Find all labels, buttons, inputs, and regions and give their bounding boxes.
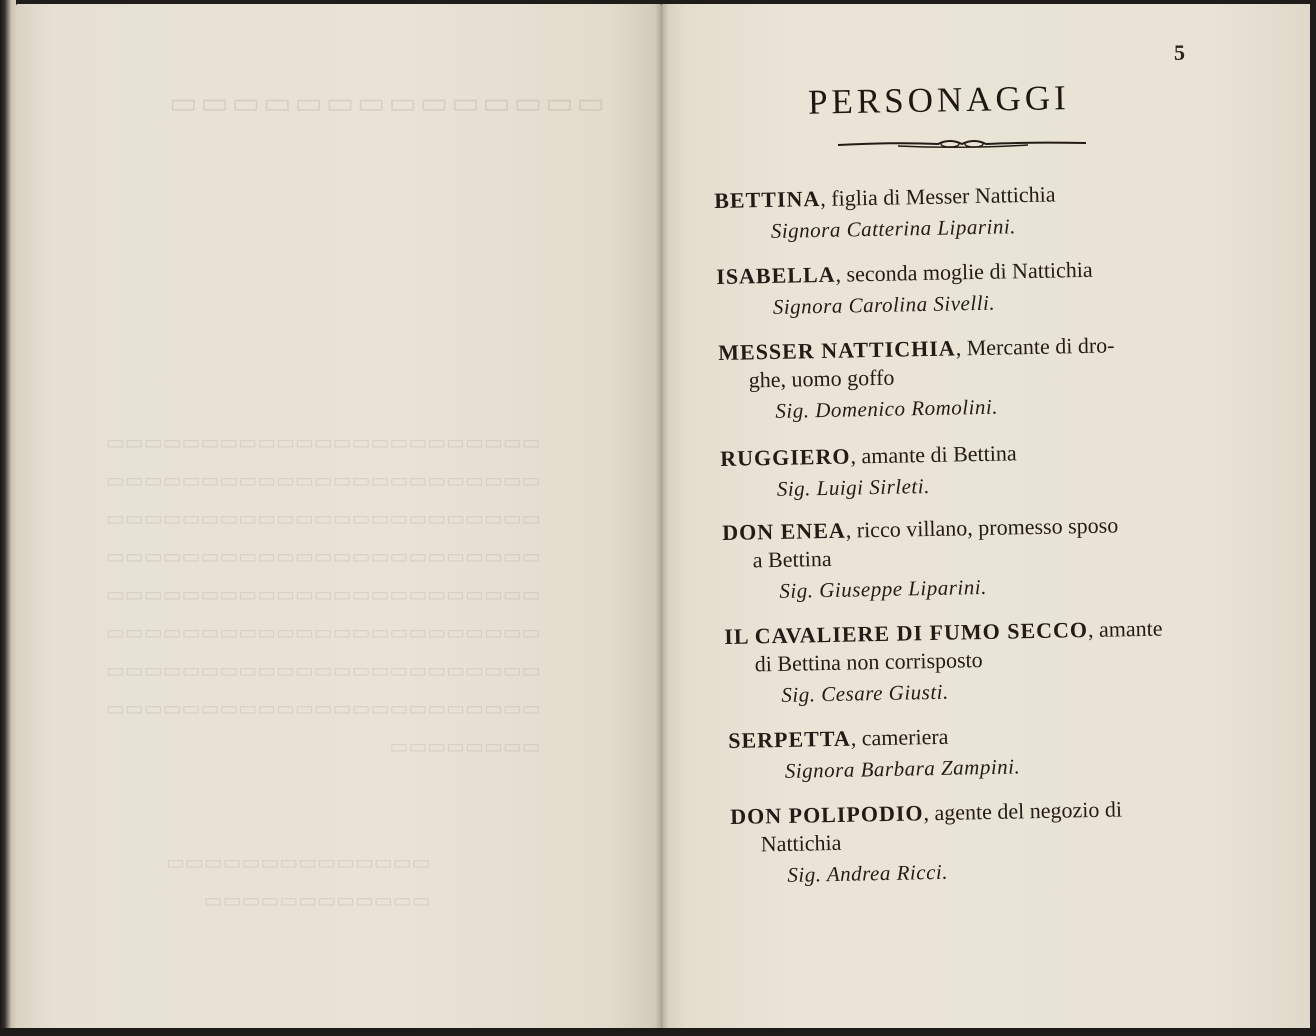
character-entry (714, 181, 1056, 245)
character-name: MESSER NATTICHIA (718, 335, 956, 365)
character-description: , seconda moglie di Nattichia (835, 256, 1093, 287)
character-name: DON ENEA (722, 517, 846, 545)
page-number: 5 (1174, 40, 1185, 65)
ornamental-rule (838, 136, 1086, 154)
character-entry (720, 440, 1017, 503)
performer-name: Sig. Andrea Ricci. (787, 859, 949, 887)
book-gutter (655, 4, 669, 1030)
performer-name: Sig. Domenico Romolini. (775, 394, 999, 423)
character-entry (730, 796, 1123, 889)
page-title: PERSONAGGI (807, 78, 1071, 122)
character-entry (724, 616, 1164, 709)
character-description: , Mercante di dro- (955, 332, 1115, 361)
character-name: SERPETTA (728, 725, 851, 753)
character-description: , amante (1087, 615, 1163, 643)
show-through-text: ▭▭▭▭▭▭▭▭▭▭▭▭▭▭▭▭▭▭▭▭▭▭▭ ▭▭▭▭▭▭▭▭▭▭▭▭▭▭▭▭▭▭▭▭▭▭▭ ▭▭▭▭▭▭▭▭▭▭▭▭▭▭▭▭▭▭▭▭▭▭▭ ▭▭▭▭▭▭▭▭▭▭▭▭▭▭▭▭▭▭▭▭▭▭▭ ▭▭▭▭▭▭▭▭▭▭▭▭▭▭▭▭▭▭▭▭▭▭▭ ▭▭▭▭▭▭▭▭▭▭▭▭▭▭▭▭▭▭▭▭▭▭▭ ▭▭▭▭▭▭▭▭▭▭▭▭▭▭▭▭▭▭▭▭▭▭▭ ▭▭▭▭▭▭▭▭▭▭▭▭▭▭▭▭▭▭▭▭▭▭▭ ▭▭▭▭▭▭▭▭ (106, 432, 541, 758)
bottom-edge (0, 1028, 1316, 1036)
character-description: , cameriera (850, 723, 949, 751)
character-description: , agente del negozio di (923, 796, 1123, 826)
character-description-continued: Nattichia (760, 829, 842, 857)
character-entry (718, 332, 1116, 425)
character-entry (722, 512, 1120, 605)
character-description: , ricco villano, promesso sposo (845, 512, 1119, 543)
character-description-continued: di Bettina non corrisposto (754, 647, 983, 677)
performer-name: Sig. Giuseppe Liparini. (779, 574, 988, 603)
character-description-continued: ghe, uomo goffo (748, 364, 895, 393)
character-description: , amante di Bettina (850, 440, 1017, 469)
left-page (16, 4, 662, 1030)
character-description-continued: a Bettina (752, 545, 832, 573)
performer-name: Signora Carolina Sivelli. (772, 290, 996, 319)
performer-name: Sig. Cesare Giusti. (781, 679, 949, 707)
show-through-footer: ▭▭▭▭▭▭▭▭▭▭▭▭▭▭ ▭▭▭▭▭▭▭▭▭▭▭▭ (166, 852, 431, 912)
character-description: , figlia di Messer Nattichia (820, 181, 1056, 211)
character-name: IL CAVALIERE DI FUMO SECCO (724, 617, 1089, 649)
character-name: BETTINA (714, 185, 821, 213)
character-entry (728, 722, 1020, 785)
performer-name: Sig. Luigi Sirleti. (776, 473, 931, 501)
character-name: ISABELLA (716, 261, 836, 289)
character-name: DON POLIPODIO (730, 800, 924, 829)
show-through-heading: ​▭▭▭▭▭▭▭▭▭▭▭▭▭▭ (166, 87, 605, 120)
book-edge (0, 0, 16, 1036)
character-entry (716, 257, 1094, 321)
character-name: RUGGIERO (720, 443, 851, 471)
performer-name: Signora Barbara Zampini. (784, 754, 1021, 783)
performer-name: Signora Catterina Liparini. (770, 214, 1017, 243)
